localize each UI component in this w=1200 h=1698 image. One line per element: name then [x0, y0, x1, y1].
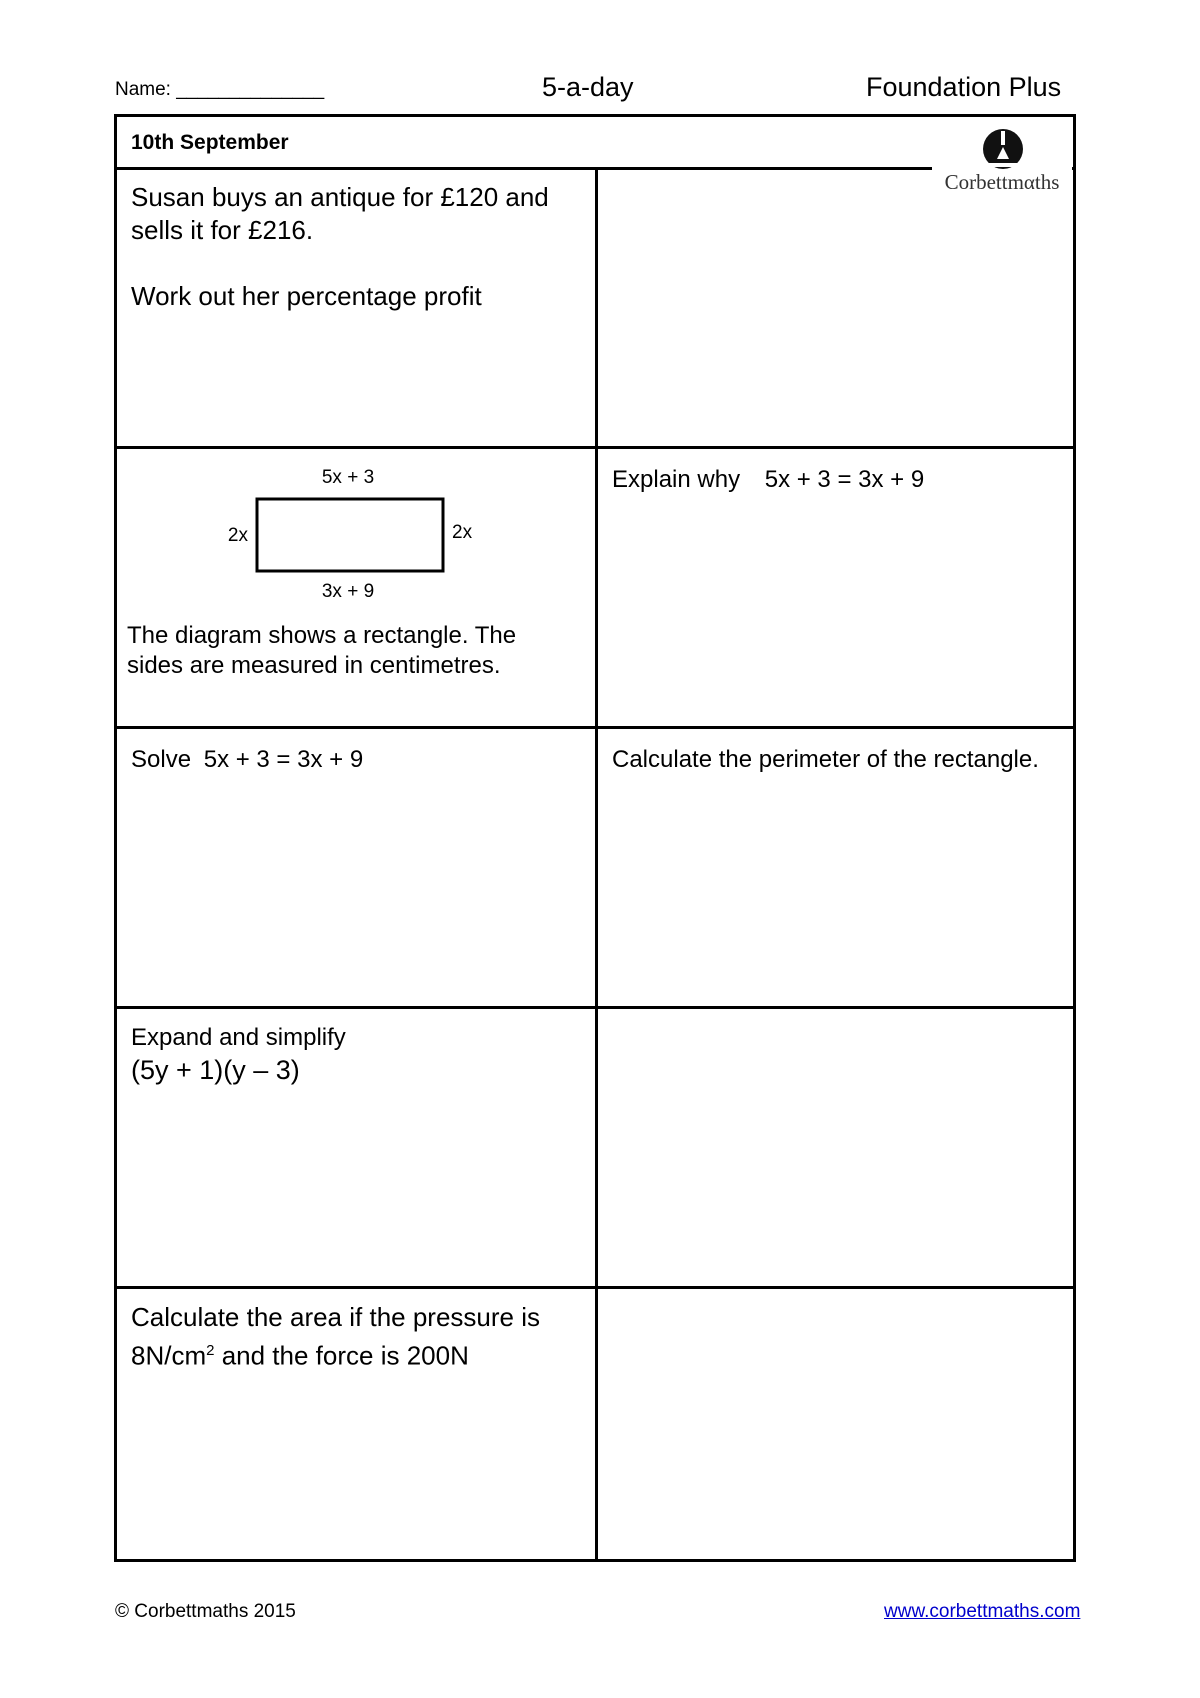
rectangle-diagram-cell — [117, 449, 595, 726]
name-label: Name: ______________ — [115, 79, 325, 100]
corbettmaths-logo-icon — [978, 129, 1028, 173]
question-3-equation: 5x + 3 = 3x + 9 — [203, 746, 364, 773]
rectangle-left-label: 2x — [227, 525, 248, 546]
question-2 — [612, 465, 1062, 495]
copyright-text: © Corbettmaths 2015 — [115, 1601, 296, 1622]
question-6-text: Calculate the area if the pressure is 8N/cm — [131, 1302, 540, 1371]
rectangle-shape — [257, 499, 443, 571]
worksheet-date: 10th September — [131, 131, 289, 154]
question-5-prompt: Expand and simplify — [131, 1024, 346, 1051]
rectangle-top-label: 5x + 3 — [321, 467, 375, 488]
rectangle-bottom-label: 3x + 9 — [321, 581, 375, 602]
question-6 — [131, 1301, 586, 1373]
question-6-superscript: 2 — [206, 1342, 215, 1359]
question-1 — [131, 181, 581, 313]
logo-text: Corbettmαths — [944, 170, 1060, 194]
question-5 — [131, 1023, 581, 1087]
row-divider — [117, 726, 1073, 729]
question-6-text-end: and the force is 200N — [214, 1340, 469, 1371]
diagram-caption: The diagram shows a rectangle. The sides are measured in centimetres. — [127, 622, 517, 679]
column-divider — [595, 169, 598, 1559]
question-5-expression: (5y + 1)(y – 3) — [131, 1055, 300, 1085]
question-2-equation: 5x + 3 = 3x + 9 — [764, 466, 925, 493]
question-3 — [131, 745, 581, 775]
worksheet-grid — [114, 114, 1076, 1562]
question-1-line2: Work out her percentage profit — [131, 281, 482, 311]
row-divider — [117, 1286, 1073, 1289]
website-link[interactable]: www.corbettmaths.com — [884, 1601, 1081, 1622]
question-3-prompt: Solve — [131, 746, 192, 773]
worksheet-title: 5-a-day — [542, 72, 634, 102]
question-1-line1: Susan buys an antique for £120 and sells it for £216. — [131, 182, 549, 245]
date-bar — [117, 117, 1073, 169]
divider — [117, 167, 932, 170]
row-divider — [117, 1006, 1073, 1009]
rectangle-diagram — [212, 457, 512, 607]
corbettmaths-logo — [932, 125, 1072, 195]
rectangle-right-label: 2x — [452, 522, 473, 543]
question-4: Calculate the perimeter of the rectangle. — [612, 746, 1039, 773]
worksheet-level: Foundation Plus — [866, 72, 1062, 102]
question-2-prompt: Explain why — [612, 466, 741, 493]
